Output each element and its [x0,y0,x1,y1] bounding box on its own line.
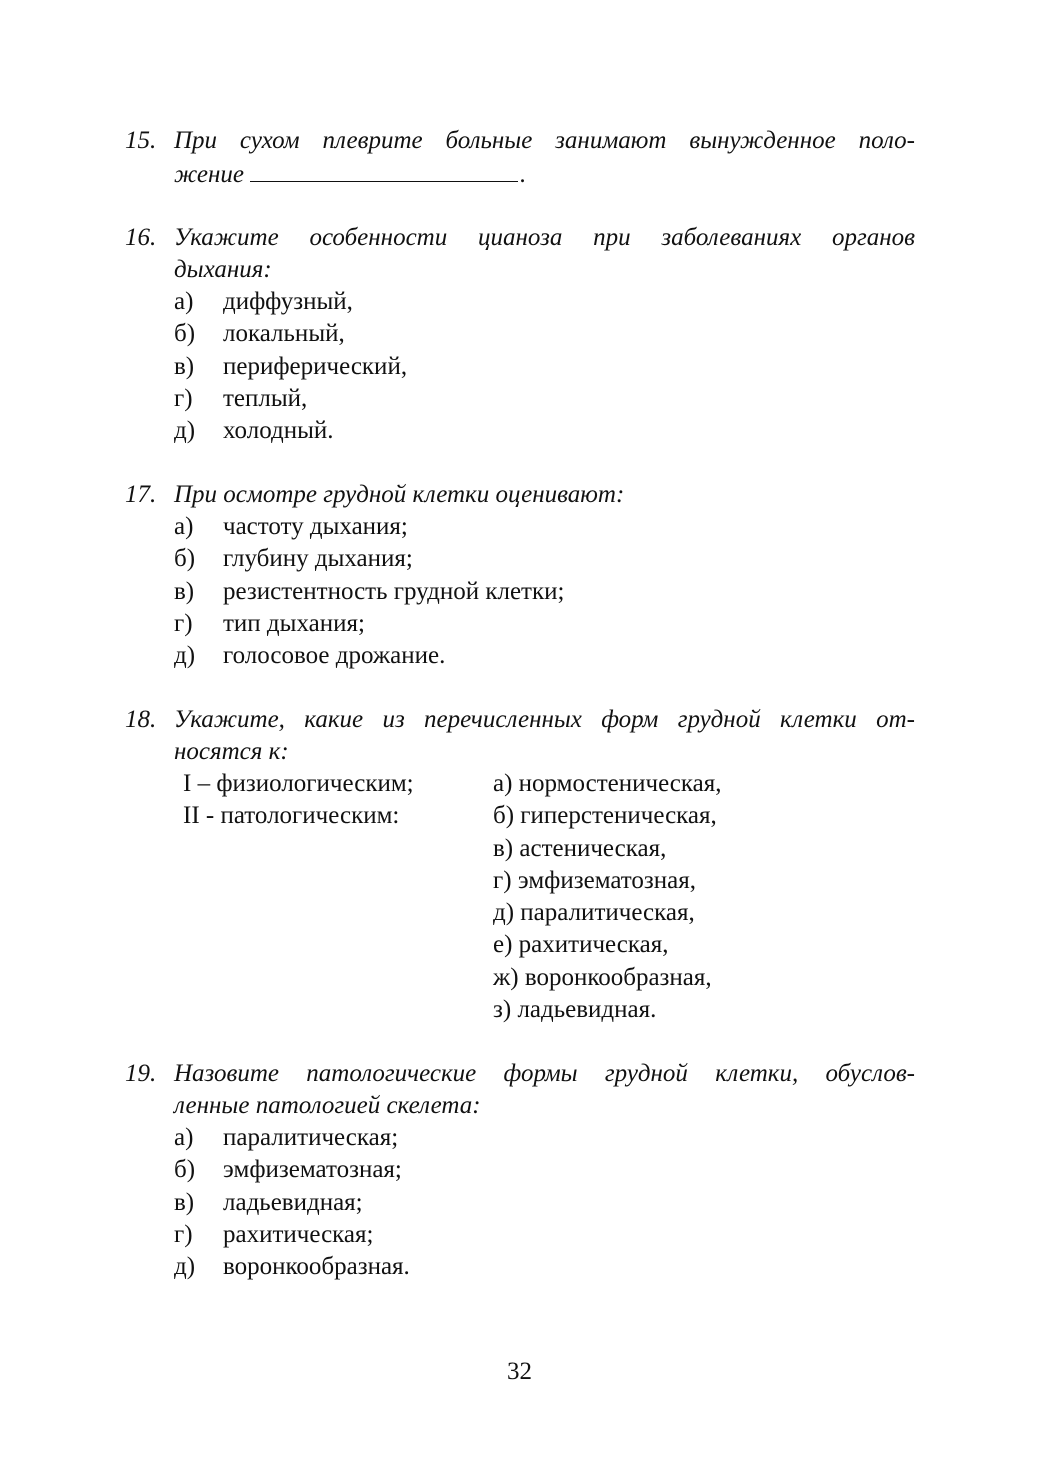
matching-row [125,768,915,800]
question-17-line-1 [125,479,915,511]
question-text-continuation: дыхания: [174,256,272,283]
question-number: 18. [125,706,157,733]
option-text: тип дыхания; [223,609,365,637]
option-item [125,415,915,447]
option-letter: б) [174,1156,196,1184]
option-item [125,1251,915,1283]
option-letter: а) [174,288,194,315]
option-letter: г) [174,609,193,637]
option-item [125,1219,915,1251]
option-text: ладьевидная; [223,1188,363,1216]
question-19-line-2 [125,1090,915,1122]
option-item [125,608,915,640]
option-item [125,286,915,318]
question-number: 17. [125,481,157,508]
question-19 [125,1058,915,1283]
option-letter: в) [174,352,195,380]
question-15 [125,125,915,189]
option-item [125,1154,915,1186]
option-text: эмфизематозная; [223,1156,402,1184]
question-15-line-2 [125,157,915,189]
option-letter: д) [174,1253,196,1281]
option-item [125,383,915,415]
form-option: в) астеническая, [493,834,667,862]
question-text-after-blank: . [520,161,527,188]
option-text: теплый, [223,384,308,412]
question-18 [125,704,915,1026]
option-text: глубину дыхания; [223,545,413,573]
question-18-line-1 [125,704,915,736]
option-text: рахитическая; [223,1220,374,1248]
question-text-continuation: ленные патологией скелета: [174,1092,481,1119]
option-text: холодный. [223,417,334,445]
matching-row [125,833,915,865]
question-text-before-blank: жение [174,161,245,188]
option-letter: д) [174,417,196,445]
matching-row [125,897,915,929]
question-18-line-2 [125,736,915,768]
question-text: При осмотре грудной клетки оценивают: [174,481,625,508]
option-item [125,640,915,672]
option-letter: в) [174,577,195,605]
option-letter: в) [174,1188,195,1216]
option-letter: б) [174,320,196,348]
option-letter: г) [174,1220,193,1248]
option-letter: б) [174,545,196,573]
matching-row [125,929,915,961]
option-item [125,576,915,608]
option-item [125,318,915,350]
form-option: г) эмфизематозная, [493,866,697,894]
form-option: а) нормостеническая, [493,770,722,797]
question-17 [125,479,915,672]
option-letter: а) [174,1124,194,1151]
page-number: 32 [507,1358,532,1385]
question-text: Назовите патологические формы грудной клетки, обуслов- [174,1060,915,1087]
question-15-line-1 [125,125,915,157]
category-label: I – физиологическим; [183,770,414,797]
option-text: частоту дыхания; [223,513,408,540]
question-text-continuation [174,157,915,191]
option-item [125,1187,915,1219]
option-text: воронкообразная. [223,1253,410,1281]
options-list [125,511,915,672]
matching-row [125,865,915,897]
question-number: 19. [125,1060,157,1087]
question-number: 15. [125,127,157,154]
option-text: резистентность грудной клетки; [223,577,565,605]
question-16 [125,222,915,447]
form-option: з) ладьевидная. [493,996,657,1024]
question-text: Укажите особенности цианоза при заболеваниях органов [174,224,915,251]
question-text: При сухом плеврите больные занимают вынужденное поло- [174,127,915,154]
matching-row [125,962,915,994]
option-item [125,351,915,383]
matching-row [125,800,915,832]
question-16-line-1 [125,222,915,254]
question-text-continuation: носятся к: [174,738,289,765]
option-text: локальный, [223,320,345,348]
option-letter: а) [174,513,194,540]
answer-blank [250,157,518,182]
matching-row [125,994,915,1026]
option-text: периферический, [223,352,408,380]
question-text: Укажите, какие из перечисленных форм грудной клетки от- [174,706,915,733]
options-list [125,286,915,447]
option-item [125,1122,915,1154]
option-text: паралитическая; [223,1124,399,1151]
option-item [125,511,915,543]
form-option: ж) воронкообразная, [493,963,712,991]
form-option: е) рахитическая, [493,931,669,959]
form-option: д) паралитическая, [493,899,695,927]
option-letter: г) [174,384,193,412]
option-text: диффузный, [223,288,353,315]
category-label: II - патологическим: [183,802,400,830]
option-item [125,543,915,575]
options-list [125,1122,915,1283]
matching-block [125,768,915,1026]
question-number: 16. [125,224,157,251]
option-text: голосовое дрожание. [223,642,446,670]
question-16-line-2 [125,254,915,286]
question-19-line-1 [125,1058,915,1090]
option-letter: д) [174,642,196,670]
form-option: б) гиперстеническая, [493,802,717,830]
